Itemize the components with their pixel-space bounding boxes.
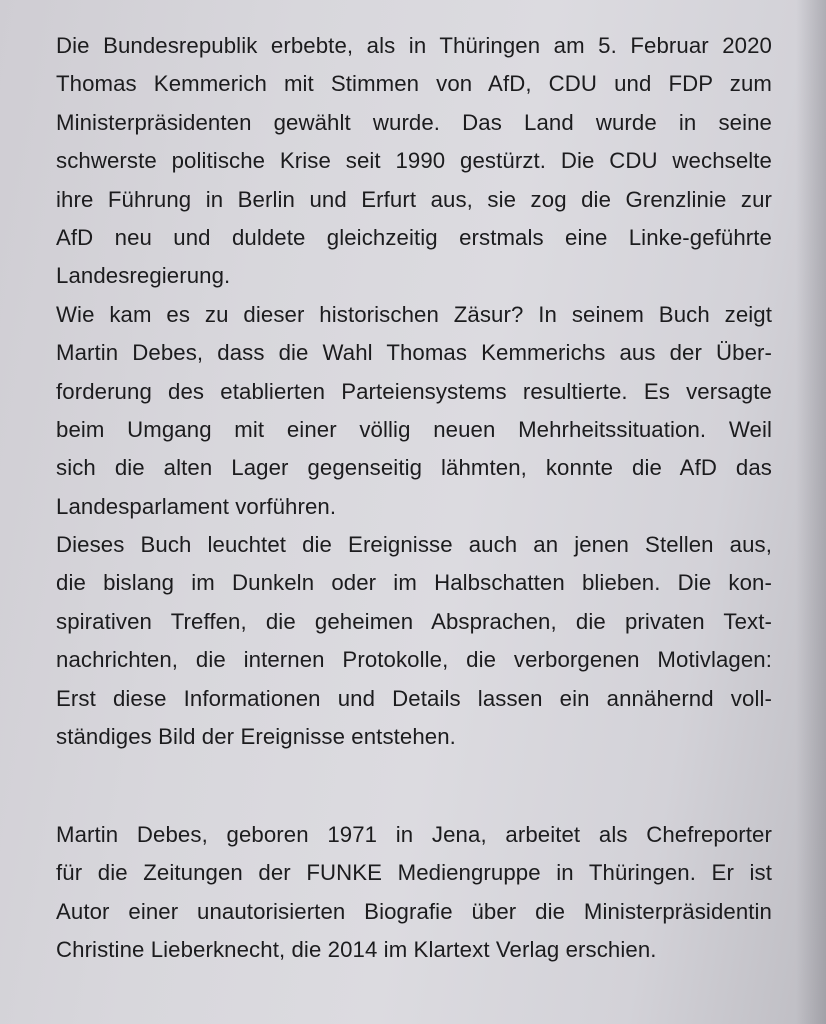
blurb-line: AfD neu und duldete gleichzeitig erstmals eine Linke-geführte (56, 224, 772, 250)
blurb-line: spirativen Treffen, die geheimen Absprachen, die privaten Text- (56, 608, 772, 634)
blurb-line: Martin Debes, dass die Wahl Thomas Kemmerichs aus der Über- (56, 340, 772, 366)
blurb-line: die bislang im Dunkeln oder im Halbschatten blieben. Die kon- (56, 570, 772, 596)
blurb-line: nachrichten, die internen Protokolle, die verborgenen Motivlagen: (56, 647, 772, 673)
blurb-line: Wie kam es zu dieser historischen Zäsur? In seinem Buch zeigt (56, 301, 772, 327)
author-bio (56, 816, 772, 970)
blurb-line: Dieses Buch leuchtet die Ereignisse auch an jenen Stellen aus, (56, 532, 772, 558)
blurb-line: beim Umgang mit einer völlig neuen Mehrheitssituation. Weil (56, 416, 772, 442)
blurb-line: schwerste politische Krise seit 1990 gestürzt. Die CDU wechselte (56, 148, 772, 174)
blurb-line: forderung des etablierten Parteiensystems resultierte. Es versagte (56, 378, 772, 404)
blurb-text (56, 27, 772, 756)
blurb-line: Landesregierung. (56, 263, 231, 289)
blurb-line: Landesparlament vorführen. (56, 493, 337, 519)
author-bio-line: Christine Lieberknecht, die 2014 im Klartext Verlag erschien. (56, 937, 657, 963)
blurb-line: ständiges Bild der Ereignisse entstehen. (56, 724, 456, 750)
author-bio-line: Martin Debes, geboren 1971 in Jena, arbeitet als Chefreporter (56, 822, 772, 847)
blurb-line: Erst diese Informationen und Details lassen ein annähernd voll- (56, 685, 772, 711)
blurb-line: sich die alten Lager gegenseitig lähmten, konnte die AfD das (56, 455, 772, 481)
blurb-line: Die Bundesrepublik erbebte, als in Thüringen am 5. Februar 2020 (56, 33, 772, 58)
blurb-line: Thomas Kemmerich mit Stimmen von AfD, CDU und FDP zum (56, 71, 772, 97)
author-bio-line: Autor einer unautorisierten Biografie über die Ministerpräsidentin (56, 898, 772, 924)
blurb-line: ihre Führung in Berlin und Erfurt aus, sie zog die Grenzlinie zur (56, 186, 772, 212)
blurb-line: Ministerpräsidenten gewählt wurde. Das Land wurde in seine (56, 109, 772, 135)
author-bio-line: für die Zeitungen der FUNKE Mediengruppe in Thüringen. Er ist (56, 860, 772, 886)
